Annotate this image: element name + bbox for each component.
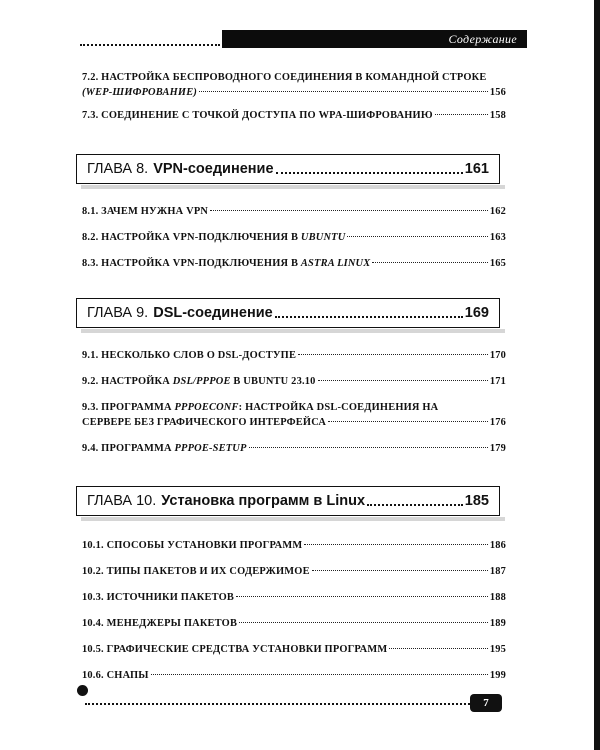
toc-entry-title: 10.6. СНАПЫ: [82, 670, 149, 681]
chapter-title: DSL-соединение: [153, 305, 273, 321]
toc-entry-title: 9.4. ПРОГРАММА PPPOE-SETUP: [82, 443, 247, 454]
toc-entry-9-2[interactable]: [82, 374, 506, 389]
toc-page-number: 162: [489, 206, 506, 217]
leader-dots: [276, 172, 463, 174]
chapter-page-number: 185: [464, 493, 489, 509]
footer-bullet: [77, 685, 88, 696]
toc-entry-title: 8.2. НАСТРОЙКА VPN-ПОДКЛЮЧЕНИЯ В UBUNTU: [82, 232, 346, 243]
chapter-prefix: ГЛАВА 10.: [87, 493, 157, 509]
toc-entry-title: 10.1. СПОСОБЫ УСТАНОВКИ ПРОГРАММ: [82, 540, 303, 551]
section-title: Содержание: [448, 31, 517, 46]
toc-entry-10-4[interactable]: [82, 616, 506, 631]
toc-entry-10-3[interactable]: [82, 590, 506, 605]
leader-dots: [347, 236, 487, 237]
toc-page-number: 163: [489, 232, 506, 243]
toc-page-number: 195: [489, 644, 506, 655]
toc-entry-title: 10.4. МЕНЕДЖЕРЫ ПАКЕТОВ: [82, 618, 238, 629]
toc-entry-title: 9.1. НЕСКОЛЬКО СЛОВ О DSL-ДОСТУПЕ: [82, 350, 297, 361]
chapter-heading-10[interactable]: [76, 486, 500, 516]
toc-entry-title-cont: (WEP-ШИФРОВАНИЕ): [82, 87, 197, 98]
toc-entry-title: 9.3. ПРОГРАММА PPPOECONF: НАСТРОЙКА DSL-СОЕДИНЕНИЯ НА: [82, 402, 439, 413]
toc-entry-title: 10.3. ИСТОЧНИКИ ПАКЕТОВ: [82, 592, 235, 603]
toc-entry-10-6[interactable]: [82, 668, 506, 683]
toc-page-number: 187: [489, 566, 506, 577]
chapter-prefix: ГЛАВА 8.: [87, 161, 149, 177]
leader-dots: [210, 210, 488, 211]
toc-entry-9-3[interactable]: [82, 400, 506, 430]
toc-page-number: 199: [489, 670, 506, 681]
toc-page-number: 186: [489, 540, 506, 551]
leader-dots: [199, 91, 488, 92]
toc-entry-title: 7.3. СОЕДИНЕНИЕ С ТОЧКОЙ ДОСТУПА ПО WPA-ШИФРОВАНИЮ: [82, 110, 433, 121]
toc-page-number: 170: [489, 350, 506, 361]
leader-dots: [236, 596, 488, 597]
leader-dots: [328, 421, 488, 422]
toc-page-number: 189: [489, 618, 506, 629]
toc-entry-10-1[interactable]: [82, 538, 506, 553]
toc-page-number: 171: [489, 376, 506, 387]
leader-dots: [151, 674, 488, 675]
toc-entry-title: 10.2. ТИПЫ ПАКЕТОВ И ИХ СОДЕРЖИМОЕ: [82, 566, 310, 577]
toc-entry-8-2[interactable]: [82, 230, 506, 245]
toc-entry-title: 9.2. НАСТРОЙКА DSL/PPPOE В UBUNTU 23.10: [82, 376, 316, 387]
chapter-title: VPN-соединение: [153, 161, 274, 177]
leader-dots: [389, 648, 487, 649]
chapter-prefix: ГЛАВА 9.: [87, 305, 149, 321]
toc-entry-title: 8.3. НАСТРОЙКА VPN-ПОДКЛЮЧЕНИЯ В ASTRA LINUX: [82, 258, 371, 269]
chapter-heading-9[interactable]: [76, 298, 500, 328]
leader-dots: [298, 354, 488, 355]
leader-dots: [304, 544, 487, 545]
toc-page-number: 179: [489, 443, 506, 454]
toc-entry-8-3[interactable]: [82, 256, 506, 271]
leader-dots: [312, 570, 488, 571]
toc-page-number: 188: [489, 592, 506, 603]
toc-entry-10-5[interactable]: [82, 642, 506, 657]
toc-page-number: 158: [489, 110, 506, 121]
toc-page-number: 156: [489, 87, 506, 98]
leader-dots: [249, 447, 488, 448]
toc-page-number: 165: [489, 258, 506, 269]
toc-page-number: 176: [489, 417, 506, 428]
leader-dots: [367, 504, 463, 506]
toc-entry-8-1[interactable]: [82, 204, 506, 219]
chapter-heading-8[interactable]: [76, 154, 500, 184]
chapter-title: Установка программ в Linux: [161, 493, 366, 509]
toc-entry-7-3[interactable]: [82, 108, 506, 123]
footer-dotted-rule: [85, 703, 470, 705]
leader-dots: [372, 262, 487, 263]
toc-entry-title: 8.1. ЗАЧЕМ НУЖНА VPN: [82, 206, 209, 217]
toc-entry-9-4[interactable]: [82, 441, 506, 456]
toc-entry-7-2[interactable]: [82, 70, 506, 100]
folio-page-number: 7: [470, 694, 502, 712]
leader-dots: [239, 622, 488, 623]
leader-dots: [318, 380, 488, 381]
toc-entry-title-cont: СЕРВЕРЕ БЕЗ ГРАФИЧЕСКОГО ИНТЕРФЕЙСА: [82, 417, 327, 428]
chapter-page-number: 161: [464, 161, 489, 177]
toc-entry-10-2[interactable]: [82, 564, 506, 579]
leader-dots: [275, 316, 463, 318]
toc-entry-title: 7.2. НАСТРОЙКА БЕСПРОВОДНОГО СОЕДИНЕНИЯ В КОМАНДНОЙ СТРОКЕ: [82, 72, 487, 83]
toc-entry-9-1[interactable]: [82, 348, 506, 363]
chapter-page-number: 169: [464, 305, 489, 321]
leader-dots: [435, 114, 488, 115]
toc-entry-title: 10.5. ГРАФИЧЕСКИЕ СРЕДСТВА УСТАНОВКИ ПРОГРАММ: [82, 644, 388, 655]
